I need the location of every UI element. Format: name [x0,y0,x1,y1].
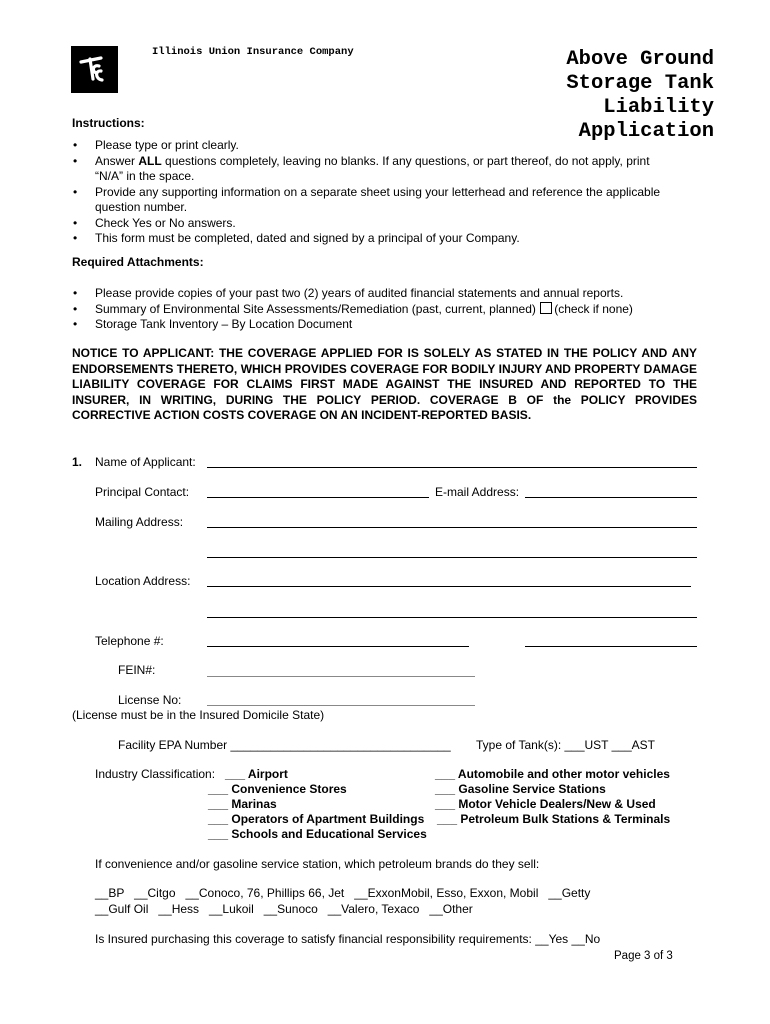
industry-label: Industry Classification: [95,767,216,781]
location-label: Location Address: [95,574,191,588]
list-item: • Please type or print clearly. [72,138,712,154]
list-item: • Summary of Environmental Site Assessments/Remediation (past, current, planned) (check if none) [72,302,712,318]
list-item: • Answer ALL questions completely, leaving no blanks. If any questions, or part thereof, do not apply, print “N/A” in the space. [72,154,712,185]
attachments-list [72,286,712,333]
attachments-heading: Required Attachments: [72,255,204,269]
mailing-label: Mailing Address: [95,515,184,529]
facility-epa-field[interactable]: Facility EPA Number _________________________________ [118,738,451,752]
title-line: Application [578,120,714,143]
list-item: • This form must be completed, dated and signed by a principal of your Company. [72,231,712,247]
location-input-2[interactable] [207,617,697,618]
list-item: • Provide any supporting information on a separate sheet using your letterhead and reference the applicable question number. [72,185,712,216]
license-note: (License must be in the Insured Domicile State) [72,708,325,722]
industry-option[interactable]: ___ Operators of Apartment Buildings [208,812,425,826]
license-label: License No: [118,693,182,707]
location-input[interactable] [207,586,691,587]
email-input[interactable] [525,497,697,498]
brands-options[interactable]: __BP __Citgo __Conoco, 76, Phillips 66, Jet __ExxonMobil, Esso, Exxon, Mobil __Getty [95,886,591,900]
list-item: • Please provide copies of your past two (2) years of audited financial statements and annual reports. [72,286,712,302]
brands-question: If convenience and/or gasoline service station, which petroleum brands do they sell: [95,857,540,871]
principal-label: Principal Contact: [95,485,190,499]
industry-option[interactable]: ___ Airport [225,767,288,781]
email-label: E-mail Address: [435,485,520,499]
industry-option[interactable]: ___ Schools and Educational Services [208,827,427,841]
industry-option[interactable]: ___ Gasoline Service Stations [435,782,606,796]
tank-type-field[interactable]: Type of Tank(s): ___UST ___AST [476,738,655,752]
telephone-input-2[interactable] [525,646,697,647]
none-checkbox[interactable] [540,302,552,314]
section-number: 1. [72,455,83,469]
industry-option[interactable]: ___ Motor Vehicle Dealers/New & Used [435,797,656,811]
industry-option[interactable]: ___ Convenience Stores [208,782,347,796]
telephone-label: Telephone #: [95,634,164,648]
page-number: Page 3 of 3 [614,950,673,962]
mailing-input-2[interactable] [207,557,697,558]
company-name: Illinois Union Insurance Company [152,46,354,58]
industry-option[interactable]: ___ Petroleum Bulk Stations & Terminals [437,812,671,826]
notice-to-applicant: NOTICE TO APPLICANT: THE COVERAGE APPLIED FOR IS SOLELY AS STATED IN THE POLICY AND ANY ENDORSEMENTS THERETO, WHICH PROVIDES COVERAGE FOR BODILY INJURY AND PROPERTY DAMAGE LIABILITY COVERAGE FOR CLAIMS FIRST MADE AGAINST THE INSURED AND REPORTED TO THE INSURER, IN WRITING, DURING THE POLICY PERIOD. COVERAGE B OF the POLICY PROVIDES CORRECTIVE ACTION COSTS COVERAGE ON AN INCIDENT-REPORTED BASIS. [72,346,697,422]
fein-input[interactable] [207,676,475,677]
industry-option[interactable]: ___ Automobile and other motor vehicles [435,767,670,781]
list-item: • Storage Tank Inventory – By Location Document [72,317,712,333]
name-label: Name of Applicant: [95,455,196,469]
mailing-input[interactable] [207,527,697,528]
list-item: • Check Yes or No answers. [72,216,712,232]
fein-label: FEIN#: [118,663,156,677]
principal-input[interactable] [207,497,429,498]
industry-option[interactable]: ___ Marinas [208,797,277,811]
title-line: Storage Tank [566,72,714,95]
instructions-list [72,138,712,247]
brands-options[interactable]: __Gulf Oil __Hess __Lukoil __Sunoco __Valero, Texaco __Other [95,902,473,916]
title-line: Liability [603,96,714,119]
license-input[interactable] [207,705,475,706]
title-line: Above Ground [566,48,714,71]
instructions-heading: Instructions: [72,116,145,130]
company-logo [71,46,118,93]
name-input[interactable] [207,467,697,468]
telephone-input[interactable] [207,646,469,647]
purchase-question[interactable]: Is Insured purchasing this coverage to satisfy financial responsibility requirements: __Yes __No [95,932,601,946]
form-title [514,48,714,144]
